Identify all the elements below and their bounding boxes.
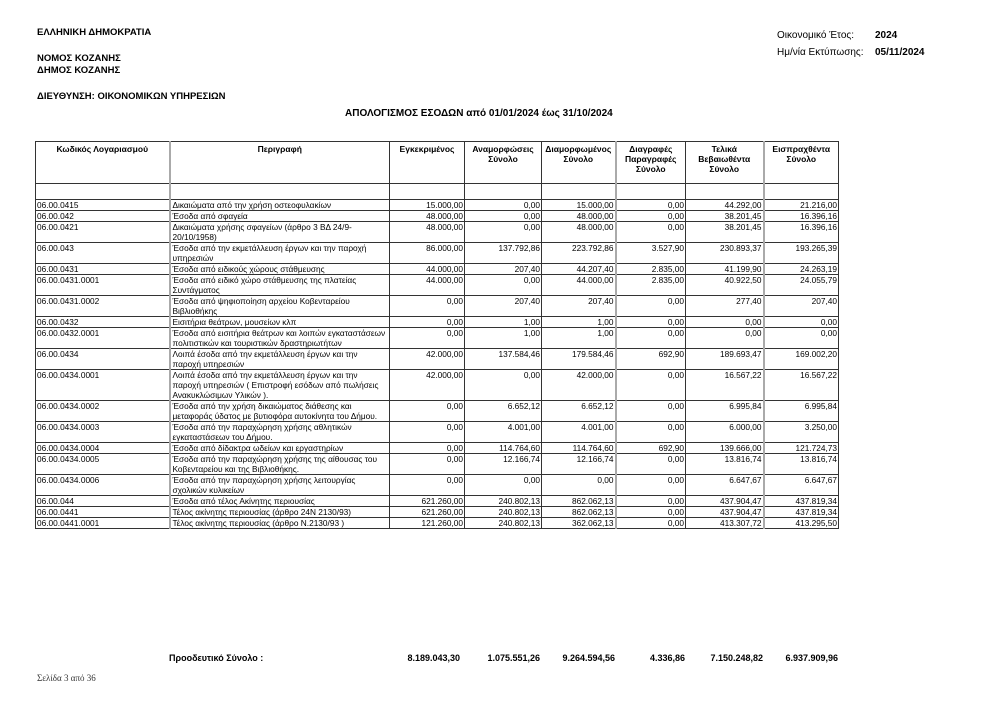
account-code: 06.00.0432.0001 xyxy=(36,328,170,349)
formed-value: 44.000,00 xyxy=(542,275,616,296)
certified-value: 6.995,84 xyxy=(686,401,764,422)
certified-value: 41.199,90 xyxy=(686,264,764,275)
collected-value: 24.055,79 xyxy=(764,275,839,296)
blank-row xyxy=(36,184,839,200)
approved-value: 0,00 xyxy=(390,328,465,349)
table-row xyxy=(36,264,839,275)
approved-value: 44.000,00 xyxy=(390,275,465,296)
account-code: 06.00.0431 xyxy=(36,264,170,275)
certified-value: 16.567,22 xyxy=(686,370,764,401)
deletions-value: 0,00 xyxy=(616,518,686,529)
certified-value: 437.904,47 xyxy=(686,496,764,507)
deletions-value: 0,00 xyxy=(616,507,686,518)
certified-value: 437.904,47 xyxy=(686,507,764,518)
formed-value: 223.792,86 xyxy=(542,243,616,264)
adjustments-value: 137.792,86 xyxy=(465,243,542,264)
adjustments-value: 137.584,46 xyxy=(465,349,542,370)
collected-value: 413.295,50 xyxy=(764,518,839,529)
page-number: Σελίδα 3 από 36 xyxy=(37,673,96,683)
col-header-collected: Εισπραχθέντα Σύνολο xyxy=(764,142,839,184)
table-row xyxy=(36,507,839,518)
deletions-value: 0,00 xyxy=(616,328,686,349)
col-header-formed: Διαμορφωμένος Σύνολο xyxy=(542,142,616,184)
certified-value: 277,40 xyxy=(686,296,764,317)
total-formed: 9.264.594,56 xyxy=(562,653,615,663)
adjustments-value: 6.652,12 xyxy=(465,401,542,422)
description: Τέλος ακίνητης περιουσίας (άρθρο 24Ν 2130/93) xyxy=(170,507,390,518)
description: Δικαιώματα χρήσης σφαγείων (άρθρο 3 ΒΔ 24/9-20/10/1958) xyxy=(170,222,390,243)
adjustments-value: 240.802,13 xyxy=(465,518,542,529)
table-row xyxy=(36,211,839,222)
total-adjustments: 1.075.551,26 xyxy=(487,653,540,663)
adjustments-value: 0,00 xyxy=(465,222,542,243)
adjustments-value: 1,00 xyxy=(465,317,542,328)
col-header-adjustments: Αναμορφώσεις Σύνολο xyxy=(465,142,542,184)
collected-value: 21.216,00 xyxy=(764,200,839,211)
account-code: 06.00.042 xyxy=(36,211,170,222)
deletions-value: 2.835,00 xyxy=(616,275,686,296)
prefecture-heading: ΝΟΜΟΣ ΚΟΖΑΝΗΣ xyxy=(37,53,121,64)
description: Τέλος ακίνητης περιουσίας (άρθρο Ν.2130/93 ) xyxy=(170,518,390,529)
adjustments-value: 114.764,60 xyxy=(465,443,542,454)
table-row xyxy=(36,496,839,507)
approved-value: 48.000,00 xyxy=(390,211,465,222)
deletions-value: 692,90 xyxy=(616,349,686,370)
approved-value: 0,00 xyxy=(390,296,465,317)
collected-value: 0,00 xyxy=(764,317,839,328)
formed-value: 862.062,13 xyxy=(542,496,616,507)
collected-value: 3.250,00 xyxy=(764,422,839,443)
approved-value: 621.260,00 xyxy=(390,507,465,518)
description: Έσοδα από την εκμετάλλευση έργων και την παροχή υπηρεσιών xyxy=(170,243,390,264)
formed-value: 1,00 xyxy=(542,317,616,328)
description: Λοιπά έσοδα από την εκμετάλλευση έργων και την παροχή υπηρεσιών ( Επιστροφή εσόδων από πωλήσεις Ανακυκλώσιμων Υλικών ). xyxy=(170,370,390,401)
deletions-value: 0,00 xyxy=(616,454,686,475)
deletions-value: 0,00 xyxy=(616,422,686,443)
col-header-certified: Τελικά Βεβαιωθέντα Σύνολο xyxy=(686,142,764,184)
adjustments-value: 0,00 xyxy=(465,211,542,222)
deletions-value: 0,00 xyxy=(616,475,686,496)
certified-value: 0,00 xyxy=(686,328,764,349)
account-code: 06.00.0434.0004 xyxy=(36,443,170,454)
fiscal-year-value: 2024 xyxy=(875,30,898,41)
table-row xyxy=(36,243,839,264)
deletions-value: 0,00 xyxy=(616,370,686,401)
adjustments-value: 240.802,13 xyxy=(465,507,542,518)
formed-value: 1,00 xyxy=(542,328,616,349)
approved-value: 0,00 xyxy=(390,454,465,475)
adjustments-value: 0,00 xyxy=(465,370,542,401)
total-deletions: 4.336,86 xyxy=(649,653,685,663)
description: Έσοδα από ειδικό χώρο στάθμευσης της πλατείας Συντάγματος xyxy=(170,275,390,296)
description: Λοιπά έσοδα από την εκμετάλλευση έργων και την παροχή υπηρεσιών xyxy=(170,349,390,370)
description: Έσοδα από την παραχώρηση χρήσης της αίθουσας του Κοβενταρείου και της Βιβλιοθήκης. xyxy=(170,454,390,475)
col-header-description: Περιγραφή xyxy=(170,142,390,184)
description: Έσοδα από τέλος Ακίνητης περιουσίας xyxy=(170,496,390,507)
deletions-value: 2.835,00 xyxy=(616,264,686,275)
description: Έσοδα από ειδικούς χώρους στάθμευσης xyxy=(170,264,390,275)
table-row xyxy=(36,328,839,349)
table-row xyxy=(36,518,839,529)
account-code: 06.00.0434.0005 xyxy=(36,454,170,475)
adjustments-value: 207,40 xyxy=(465,264,542,275)
deletions-value: 0,00 xyxy=(616,496,686,507)
account-code: 06.00.044 xyxy=(36,496,170,507)
account-code: 06.00.0431.0002 xyxy=(36,296,170,317)
deletions-value: 692,90 xyxy=(616,443,686,454)
formed-value: 114.764,60 xyxy=(542,443,616,454)
certified-value: 38.201,45 xyxy=(686,211,764,222)
col-header-approved: Εγκεκριμένος xyxy=(390,142,465,184)
approved-value: 42.000,00 xyxy=(390,370,465,401)
country-heading: ΕΛΛΗΝΙΚΗ ΔΗΜΟΚΡΑΤΙΑ xyxy=(37,27,152,38)
print-date-value: 05/11/2024 xyxy=(875,47,925,58)
adjustments-value: 4.001,00 xyxy=(465,422,542,443)
description: Δικαιώματα από την χρήση οστεοφυλακίων xyxy=(170,200,390,211)
collected-value: 207,40 xyxy=(764,296,839,317)
description: Έσοδα από την παραχώρηση χρήσης λειτουργίας σχολικών κυλικείων xyxy=(170,475,390,496)
formed-value: 12.166,74 xyxy=(542,454,616,475)
description: Εισιτήρια θεάτρων, μουσείων κλπ xyxy=(170,317,390,328)
approved-value: 621.260,00 xyxy=(390,496,465,507)
formed-value: 48.000,00 xyxy=(542,222,616,243)
formed-value: 207,40 xyxy=(542,296,616,317)
formed-value: 42.000,00 xyxy=(542,370,616,401)
collected-value: 6.647,67 xyxy=(764,475,839,496)
collected-value: 121.724,73 xyxy=(764,443,839,454)
deletions-value: 0,00 xyxy=(616,317,686,328)
account-code: 06.00.0415 xyxy=(36,200,170,211)
certified-value: 13.816,74 xyxy=(686,454,764,475)
table-row xyxy=(36,443,839,454)
account-code: 06.00.0434 xyxy=(36,349,170,370)
table-row xyxy=(36,296,839,317)
collected-value: 169.002,20 xyxy=(764,349,839,370)
approved-value: 48.000,00 xyxy=(390,222,465,243)
table-row xyxy=(36,349,839,370)
account-code: 06.00.0421 xyxy=(36,222,170,243)
approved-value: 0,00 xyxy=(390,317,465,328)
table-row xyxy=(36,222,839,243)
approved-value: 0,00 xyxy=(390,443,465,454)
formed-value: 6.652,12 xyxy=(542,401,616,422)
totals-label: Προοδευτικό Σύνολο : xyxy=(169,653,264,663)
adjustments-value: 0,00 xyxy=(465,475,542,496)
report-title: ΑΠΟΛΟΓΙΣΜΟΣ ΕΣΟΔΩΝ από 01/01/2024 έως 31/10/2024 xyxy=(345,108,613,119)
account-code: 06.00.043 xyxy=(36,243,170,264)
fiscal-year-label: Οικονομικό Έτος: xyxy=(777,30,855,41)
table-row xyxy=(36,370,839,401)
total-collected: 6.937.909,96 xyxy=(785,653,838,663)
col-header-code: Κωδικός Λογαριασμού xyxy=(36,142,170,184)
formed-value: 179.584,46 xyxy=(542,349,616,370)
collected-value: 437.819,34 xyxy=(764,507,839,518)
print-date-label: Ημ/νία Εκτύπωσης: xyxy=(777,47,864,58)
formed-value: 15.000,00 xyxy=(542,200,616,211)
revenue-table xyxy=(35,141,839,529)
table-row xyxy=(36,200,839,211)
certified-value: 189.693,47 xyxy=(686,349,764,370)
certified-value: 139.666,00 xyxy=(686,443,764,454)
certified-value: 44.292,00 xyxy=(686,200,764,211)
collected-value: 16.396,16 xyxy=(764,222,839,243)
adjustments-value: 240.802,13 xyxy=(465,496,542,507)
adjustments-value: 0,00 xyxy=(465,275,542,296)
deletions-value: 3.527,90 xyxy=(616,243,686,264)
description: Έσοδα από σφαγεία xyxy=(170,211,390,222)
approved-value: 0,00 xyxy=(390,401,465,422)
description: Έσοδα από την χρήση δικαιώματος διάθεσης και μεταφοράς ύδατος με βυτιοφόρα αυτοκίνητα του Δήμου. xyxy=(170,401,390,422)
formed-value: 0,00 xyxy=(542,475,616,496)
certified-value: 6.000,00 xyxy=(686,422,764,443)
formed-value: 862.062,13 xyxy=(542,507,616,518)
adjustments-value: 0,00 xyxy=(465,200,542,211)
approved-value: 0,00 xyxy=(390,475,465,496)
account-code: 06.00.0432 xyxy=(36,317,170,328)
description: Έσοδα από δίδακτρα ωδείων και εργαστηρίων xyxy=(170,443,390,454)
collected-value: 437.819,34 xyxy=(764,496,839,507)
collected-value: 13.816,74 xyxy=(764,454,839,475)
account-code: 06.00.0441.0001 xyxy=(36,518,170,529)
collected-value: 16.396,16 xyxy=(764,211,839,222)
description: Έσοδα από εισιτήρια θεάτρων και λοιπών εγκαταστάσεων πολιτιστικών και τουριστικών δραστηριωτήτων xyxy=(170,328,390,349)
formed-value: 4.001,00 xyxy=(542,422,616,443)
account-code: 06.00.0434.0002 xyxy=(36,401,170,422)
account-code: 06.00.0431.0001 xyxy=(36,275,170,296)
approved-value: 44.000,00 xyxy=(390,264,465,275)
adjustments-value: 1,00 xyxy=(465,328,542,349)
collected-value: 193.265,39 xyxy=(764,243,839,264)
table-row xyxy=(36,401,839,422)
deletions-value: 0,00 xyxy=(616,401,686,422)
total-approved: 8.189.043,30 xyxy=(407,653,460,663)
account-code: 06.00.0434.0001 xyxy=(36,370,170,401)
formed-value: 362.062,13 xyxy=(542,518,616,529)
account-code: 06.00.0434.0003 xyxy=(36,422,170,443)
description: Έσοδα από την παραχώρηση χρήσης αθλητικών εγκαταστάσεων του Δήμου. xyxy=(170,422,390,443)
table-row xyxy=(36,275,839,296)
col-header-deletions: Διαγραφές Παραγραφές Σύνολο xyxy=(616,142,686,184)
deletions-value: 0,00 xyxy=(616,200,686,211)
collected-value: 6.995,84 xyxy=(764,401,839,422)
approved-value: 42.000,00 xyxy=(390,349,465,370)
table-header-row xyxy=(36,142,839,184)
certified-value: 0,00 xyxy=(686,317,764,328)
table-row xyxy=(36,475,839,496)
account-code: 06.00.0441 xyxy=(36,507,170,518)
collected-value: 0,00 xyxy=(764,328,839,349)
formed-value: 44.207,40 xyxy=(542,264,616,275)
table-row xyxy=(36,422,839,443)
certified-value: 413.307,72 xyxy=(686,518,764,529)
approved-value: 121.260,00 xyxy=(390,518,465,529)
collected-value: 24.263,19 xyxy=(764,264,839,275)
table-row xyxy=(36,454,839,475)
table-row xyxy=(36,317,839,328)
description: Έσοδα από ψηφιοποίηση αρχείου Κοβενταρείου Βιβλιοθήκης xyxy=(170,296,390,317)
formed-value: 48.000,00 xyxy=(542,211,616,222)
certified-value: 38.201,45 xyxy=(686,222,764,243)
adjustments-value: 12.166,74 xyxy=(465,454,542,475)
approved-value: 15.000,00 xyxy=(390,200,465,211)
account-code: 06.00.0434.0006 xyxy=(36,475,170,496)
certified-value: 230.893,37 xyxy=(686,243,764,264)
approved-value: 86.000,00 xyxy=(390,243,465,264)
municipality-heading: ΔΗΜΟΣ ΚΟΖΑΝΗΣ xyxy=(37,65,121,76)
certified-value: 6.647,67 xyxy=(686,475,764,496)
collected-value: 16.567,22 xyxy=(764,370,839,401)
total-certified: 7.150.248,82 xyxy=(710,653,763,663)
deletions-value: 0,00 xyxy=(616,222,686,243)
department-heading: ΔΙΕΥΘΥΝΣΗ: ΟΙΚΟΝΟΜΙΚΩΝ ΥΠΗΡΕΣΙΩΝ xyxy=(37,91,226,102)
deletions-value: 0,00 xyxy=(616,296,686,317)
certified-value: 40.922,50 xyxy=(686,275,764,296)
deletions-value: 0,00 xyxy=(616,211,686,222)
adjustments-value: 207,40 xyxy=(465,296,542,317)
approved-value: 0,00 xyxy=(390,422,465,443)
